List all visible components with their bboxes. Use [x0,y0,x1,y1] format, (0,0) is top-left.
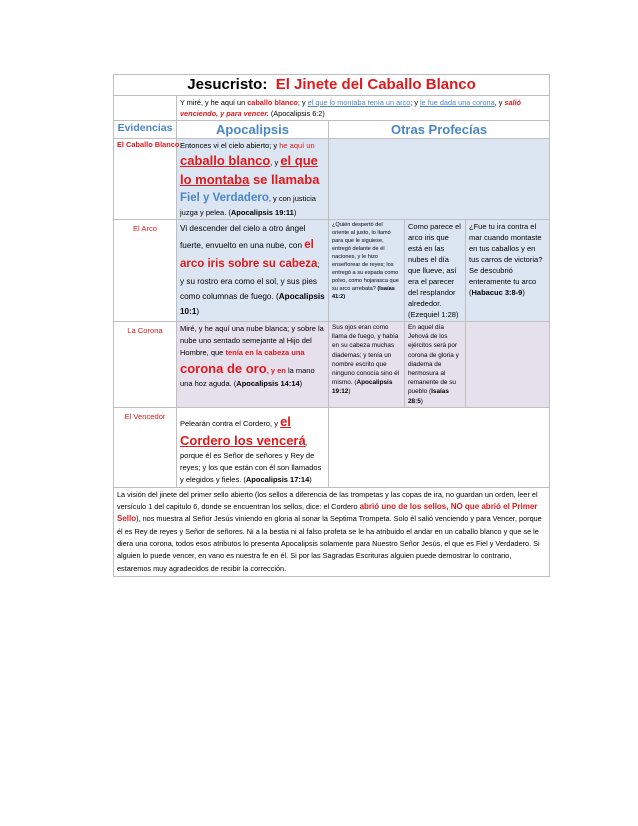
cb-text-3: se llamaba [249,172,320,187]
intro-empty-cell [114,96,177,121]
prophecy-table [113,74,550,577]
row-corona [114,322,550,408]
corona-text-1: Miré, y he aquí una nube blanca; y sobre la nube uno sentado semejante al Hijo del Hombre, que [180,324,324,357]
otras-vencedor [329,407,550,487]
arco-p3-text: ¿Fue tu ira contra el mar cuando montaste en tus caballos y en tus carros de victoria? Se descubrió enteramente tu arco ( [469,222,543,297]
intro-red-2: salió venciendo, y para vencer. [180,98,522,118]
intro-text-3: ; y [410,98,420,107]
arco-ref: Apocalipsis 10:1 [180,292,325,316]
footer-row [114,487,550,576]
intro-ref: (Apocalipsis 6:2) [268,109,325,118]
intro-text-1: Y miré, y he aquí un [180,98,248,107]
intro-blue-2: le fue dada una corona [420,98,495,107]
arco-prophecy-1 [329,220,405,322]
arco-p1-text: ¿Quién despertó del oriente al justo, lo llamó para que le siguiese, entregó delante de él naciones, y le hizo enseñorear de reyes; los entregó a su espada como polvo, como hojarasca que su arco arrebata? [332,222,399,292]
corona-text-4: ) [299,379,303,388]
header-evidencias: Evidencias [114,121,177,139]
arco-p1-ref: (Isaías 41:2) [332,286,395,300]
vencedor-text-2: , porque él es Señor de señores y Rey de reyes; y los que están con él son llamados y elegidos y fieles. ( [180,437,322,484]
apoc-corona [177,322,329,408]
label-vencedor: El Vencedor [114,407,177,487]
arco-text-1: Vi descender del cielo a otro ángel fuerte, envuelto en una nube, con [180,224,306,250]
corona-p2-text: En aquel día Jehová de los ejércitos será por corona de gloria y diadema de hermosura al remanente de su pueblo ( [408,324,459,396]
page-title [114,75,550,96]
intro-verse [177,96,550,121]
intro-blue-1: el que lo montaba tenía un arco [307,98,411,107]
corona-prophecy-1 [329,322,405,408]
arco-p3-ref: Habacuc 3:8-9 [471,288,523,297]
corona-prophecy-2 [405,322,466,408]
cb-text-4: , y con justicia juzga y pelea. ( [180,194,316,217]
intro-text-4: , y [494,98,505,107]
cb-fiel-verdadero: Fiel y Verdadero [180,192,269,204]
title-highlight: El Jinete del Caballo Blanco [275,76,476,93]
footer-text-2: ), nos muestra al Señor Jesús viniendo en gloria al sonar la Septima Trompeta. Solo él salió venciendo y para Vencer, porque él es Rey de reyes y Señor de señores. Ni a la bestia ni al falso profeta se le ha atribuido el andar en un caballo blanco y que se le diera una corona, todos esos atributos lo presenta Apocalipsis solamente para Nuestro Señor Jesús, el que es Fiel y Verdadero. Si alguien lo puede vencer, en vano es nuestra fe en él. Si por las Sagradas Escrituras alguien puede demostrar lo contrario, estaremos muy agradecidos de recibir la corrección. [117,514,542,573]
footer-text-1: La visión del jinete del primer sello abierto (los sellos a diferencia de las trompetas y las copas de ira, no guardan un orden, leer el versículo 1 del capitulo 6, donde se encuentran los sellos, dice: el Cordero [117,489,538,512]
arco-text-3: ) [196,307,200,316]
header-apocalipsis: Apocalipsis [177,121,329,139]
cb-red-1: he aquí un [279,141,315,150]
corona-p2-end: ) [420,397,423,405]
label-corona: La Corona [114,322,177,408]
apoc-caballo-blanco [177,139,329,220]
cb-text-5: ) [293,208,297,217]
cb-big-2: el que lo montaba [180,153,318,187]
corona-text-2: , y en [266,366,288,375]
cb-text-1: Entonces vi el cielo abierto; y [180,141,280,150]
corona-p1-text: Sus ojos eran como llama de fuego, y había en su cabeza muchas diademas; y tenía un nombre escrito que ninguno conocía sino él mismo. ( [332,324,400,387]
corona-p1-end: ) [348,388,351,396]
arco-p3-end: ) [522,288,525,297]
vencedor-text-3: ) [309,474,312,484]
row-caballo-blanco [114,139,550,220]
apoc-arco [177,220,329,322]
vencedor-big: el Cordero los vencerá [180,413,306,448]
header-row [114,121,550,139]
corona-ref: Apocalipsis 14:14 [236,379,300,388]
corona-prophecy-3 [466,322,550,408]
row-arco [114,220,550,322]
arco-red-1: el arco iris sobre su cabeza [180,239,318,270]
otras-caballo-blanco [329,139,550,220]
label-caballo-blanco: El Caballo Blanco [114,139,177,220]
vencedor-ref: Apocalipsis 17:14 [245,474,310,484]
label-arco: El Arco [114,220,177,322]
intro-red-1: caballo blanco [247,98,298,107]
cb-text-2: , y [270,158,281,167]
row-vencedor [114,407,550,487]
cb-ref: Apocalipsis 19:11 [230,208,294,217]
arco-text-2: ; y su rostro era como el sol, y sus pies como columnas de fuego. ( [180,260,320,301]
header-otras-profecias: Otras Profecías [329,121,550,139]
intro-row [114,96,550,121]
arco-prophecy-3 [466,220,550,322]
corona-big: corona de oro [180,361,267,376]
vencedor-text-1: Pelearán contra el Cordero, y [180,418,281,428]
footer-red-1: abrió uno de los sellos, NO que abrió el Primer Sello [117,502,538,524]
intro-text-2: ; y [297,98,308,107]
arco-prophecy-2: Como parece el arco iris que está en las nubes el día que llueve, así era el parecer del resplandor alrededor. (Ezequiel 1:28) [405,220,466,322]
cb-big-1: caballo blanco [180,153,271,168]
document-page [113,74,549,577]
corona-red-1: tenía en la cabeza una [225,348,305,357]
title-prefix: Jesucristo: [187,76,268,93]
footer-commentary [114,487,550,576]
corona-text-3: la mano una hoz aguda. ( [180,366,315,388]
corona-p2-ref: Isaías 28:5 [408,388,449,405]
corona-p1-ref: Apocalipsis 19:12 [332,379,393,396]
title-row [114,75,550,96]
apoc-vencedor [177,407,329,487]
